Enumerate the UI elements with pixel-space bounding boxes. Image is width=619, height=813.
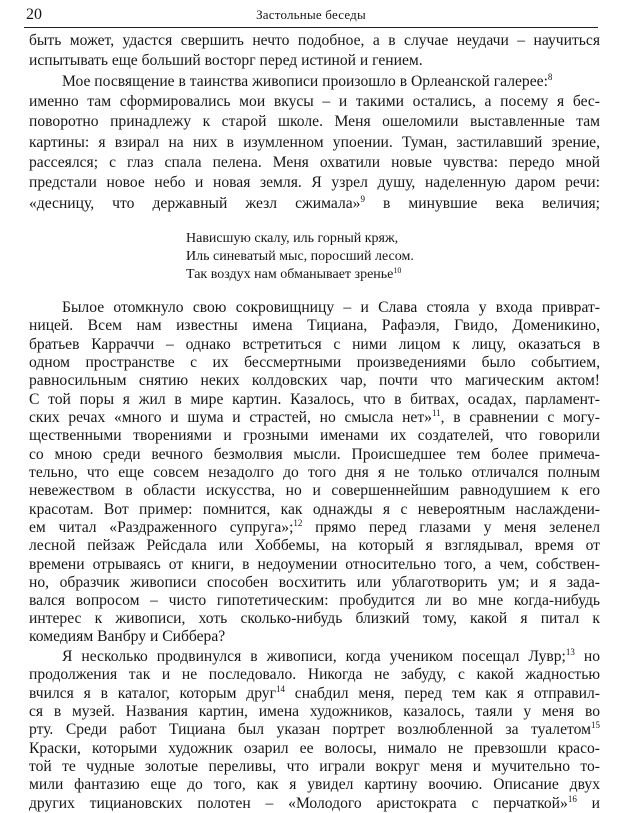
text-line: вался вопросом – чисто гипотетическим: пробудится ли во мне когда-нибудь bbox=[29, 591, 600, 609]
page-number: 20 bbox=[26, 6, 42, 23]
text-line: поворотно принадлежу к старой школе. Меня ошеломили выставленные там bbox=[29, 113, 600, 130]
footnote-marker: 8 bbox=[547, 72, 553, 82]
footnote-marker: 15 bbox=[591, 720, 600, 731]
text-line: щественными творениями и грозными именами их создателей, что говорили bbox=[29, 426, 600, 444]
text-line: равносильным снятию неких колдовских чар, почти что магическим актом! bbox=[29, 371, 600, 389]
text-line: со мною среди вечного безмолвия мысли. Происшедшее тем более примеча- bbox=[29, 445, 600, 463]
text-line: ницей. Всем нам известны имена Тициана, Рафаэля, Гвидо, Доменикино, bbox=[29, 317, 600, 334]
text-line: одном пространстве с их бессмертными произведениями было событием, bbox=[29, 353, 600, 371]
text-line: той те чудные золотые переливы, что играли вокруг меня и мучительно то- bbox=[29, 758, 600, 775]
footnote-marker: 10 bbox=[393, 266, 402, 275]
text-line: ся в музей. Названия картин, имена художников, казалось, таяли у меня во bbox=[29, 703, 600, 721]
text-line: испытывать еще больший восторг перед истиной и гением. bbox=[29, 52, 423, 69]
header-rule bbox=[24, 27, 598, 28]
text-line: комедиям Ванбру и Сиббера? bbox=[29, 628, 226, 646]
verse-line: Нависшую скалу, иль горный кряж, bbox=[186, 231, 399, 246]
text-line: рассеялся; с глаз спала пелена. Меня охватили новые чувства: передо мной bbox=[29, 154, 600, 171]
footnote-marker: 11 bbox=[431, 407, 441, 418]
text-line: вчился я в каталог, которым друг$^{14}$ снабдил меня, перед тем как я отправил- bbox=[29, 684, 600, 703]
text-line: лесной пейзаж Рейсдала или Хоббемы, на который я взглядывал, время от bbox=[29, 536, 600, 554]
footnote-marker: 9 bbox=[360, 194, 365, 204]
text-line: но, образчик живописи способен восхитить или ублаготворить ум; и я зада- bbox=[29, 573, 600, 591]
text-line: Краски, которыми художник озарил ее волосы, нимало не превзошли красо- bbox=[29, 740, 600, 757]
text-line: С той поры я жил в мире картин. Казалось, что в битвах, осадах, парламент- bbox=[29, 390, 600, 408]
text-line: времени отрываясь от книги, в недоумении относительно того, а чем, собствен- bbox=[29, 555, 600, 573]
text-line: Я несколько продвинулся в живописи, когда учеником посещал Лувр;$^{13}$ но bbox=[62, 647, 600, 666]
verse-line: Так воздух нам обманывает зренье$^{10}$ bbox=[186, 266, 402, 282]
text-line: других тициановских полотен – «Молодого аристократа с перчаткой»$^{16}$ и bbox=[29, 793, 601, 812]
footnote-marker: 12 bbox=[293, 517, 303, 528]
text-line: картины: я взирал на них в изумленном упоении. Туман, застилавший зрение, bbox=[29, 134, 600, 151]
text-line: красотам. Вот пример: помнится, как однажды я с невероятным наслаждени- bbox=[29, 500, 600, 518]
text-line: Былое отомкнуло свою сокровищницу – и Слава стояла у входа приврат- bbox=[62, 299, 600, 316]
text-line: невежеством в области искусства, но и совершеннейшим равнодушием к его bbox=[29, 481, 600, 499]
text-line: «десницу, что державный жезл сжимала»$^9$ в минувшие века величия; bbox=[29, 194, 600, 212]
text-line: Мое посвящение в таинства живописи произошло в Орлеанской галерее:$^8$ bbox=[62, 72, 553, 90]
text-line: предстали новое небо и новая земля. Я узрел душу, наделенную даром речи: bbox=[29, 174, 600, 191]
footnote-marker: 13 bbox=[565, 647, 575, 658]
footnote-marker: 14 bbox=[275, 684, 285, 695]
footnote-marker: 16 bbox=[567, 793, 577, 804]
text-line: именно там сформировались мои вкусы – и такими остались, а посему я бес- bbox=[29, 93, 600, 110]
text-line: продолжения так и не последовало. Никогда не забуду, с какой жадностью bbox=[29, 666, 600, 684]
text-line: мили фантазию еще до того, как я увидел картину воочию. Описание двух bbox=[29, 776, 600, 793]
running-title: Застольные беседы bbox=[256, 7, 366, 22]
text-line: ских речах «много и шума и страстей, но смысла нет»$^{11}$, в сравнении с могу- bbox=[29, 407, 600, 426]
verse-line: Иль синеватый мыс, поросший лесом. bbox=[186, 249, 414, 264]
text-line: быть может, удастся свершить нечто подобное, а в случае неудачи – научиться bbox=[29, 32, 600, 49]
text-line: братьев Карраччи – однако встретиться с ними лицом к лицу, оказаться в bbox=[29, 335, 600, 353]
text-line: ем читал «Раздраженного супруга»;$^{12}$ прямо перед глазами у меня зеленел bbox=[29, 517, 600, 536]
page-header bbox=[24, 6, 598, 24]
text-line: интерес к живописи, хоть сколько-нибудь близкий тому, какой я питал к bbox=[29, 610, 600, 628]
text-line: рту. Среди работ Тициана был указан портрет возлюбленной за туалетом$^{15}$ bbox=[29, 720, 600, 739]
text-line: тельно, что еще совсем незадолго до того дня я не только отличался полным bbox=[29, 463, 600, 481]
